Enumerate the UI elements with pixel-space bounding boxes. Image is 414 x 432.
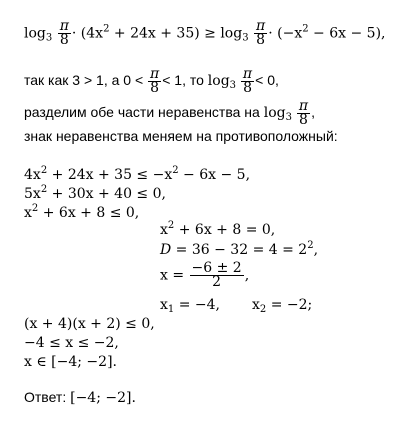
pi-over-8-fraction: $\frac{\pi}{8}$ [59,18,69,48]
explanation-line-4: знак неравенства меняем на противоположный: [24,128,338,144]
pi-over-8-fraction: $\frac{\pi}{8}$ [150,66,160,96]
roots-values: $x_1 = -4$, [160,297,220,315]
log-base: 3 [45,32,53,44]
answer-value: [−4; −2]. [70,390,136,406]
roots-formula: x = $\frac{-6 \pm 2}{2}$ , [160,260,250,290]
pi-over-8-fraction-2: $\frac{\pi}{8}$ [242,66,253,96]
pi-over-8-fraction: $\frac{\pi}{8}$ [298,98,309,128]
equation-1: $x^2 + 6x + 8 = 0$, [160,220,276,238]
answer-label: Ответ: [24,389,71,405]
inequality-line-1: $\log_3$ $\frac{\pi}{8}$ · $(4x^2 + 24x + 35) \ge \log_3$ $\frac{\pi}{8}$ · $(-x^2 - 6x - 5)$, [24,18,386,48]
step-6: x ∈ [−4; −2]. [24,354,117,370]
step-5: −4 ≤ x ≤ −2, [24,335,119,351]
roots-fraction: $\frac{-6 \pm 2}{2}$ [191,260,242,290]
step-1: $4x^2 + 24x + 35 \le -x^2 - 6x - 5$, [24,165,251,183]
log-word: log [24,25,46,42]
explanation-line-2: так как 3 > 1, а 0 < $\frac{\pi}{8}$ < 1, то $\log_3$ $\frac{\pi}{8}$ < 0, [24,66,279,96]
explanation-line-3: разделим обе части неравенства на $\log_3$ $\frac{\pi}{8}$ , [24,98,315,128]
answer-line [24,389,136,406]
step-3: $x^2 + 6x + 8 \le 0$, [24,203,140,221]
step-2: $5x^2 + 30x + 40 \le 0$, [24,184,166,202]
roots-values-2: $x_2 = -2$; [252,297,313,315]
discriminant: $D = 36 - 32 = 4 = 2^2$, [160,240,319,258]
pi-over-8-fraction-2: $\frac{\pi}{8}$ [256,18,266,48]
step-4: (x + 4)(x + 2) ≤ 0, [24,316,155,332]
